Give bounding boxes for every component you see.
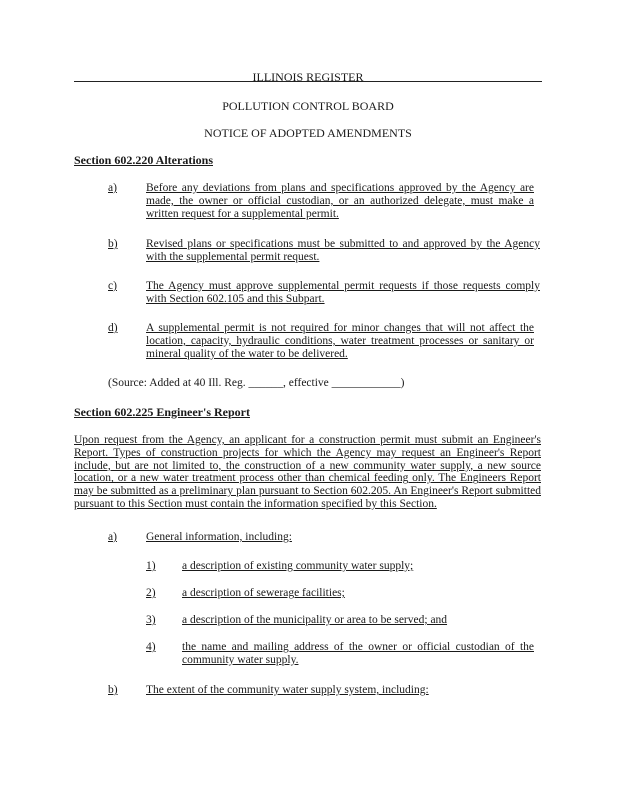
item-225a-label: a): [108, 531, 117, 543]
section-225-intro: Upon request from the Agency, an applicant for a construction permit must submit an Engineer's Report. Types of construction projects for which the Agency may request an Engineer's Report include, but are not limited to, the construction of a new community water supply, a new source location, or a new water treatment process other than chemical feeding only. The Engineers Report may be submitted as a preliminary plan pursuant to Section 602.205. An Engineer's Report submitted pursuant to this Section must contain the information specified by this Section.: [74, 434, 541, 510]
item-d-label: d): [108, 322, 118, 334]
item-c-text: The Agency must approve supplemental permit requests if those requests comply with Section 602.105 and this Subpart.: [146, 280, 540, 305]
notice-title: NOTICE OF ADOPTED AMENDMENTS: [204, 126, 412, 140]
source-note: (Source: Added at 40 Ill. Reg. ______, effective ____________): [108, 377, 405, 389]
subitem-4-label: 4): [146, 641, 156, 653]
item-a-label: a): [108, 182, 117, 194]
header-rule: [74, 81, 542, 82]
item-a-text: Before any deviations from plans and specifications approved by the Agency are made, the owner or official custodian, or an authorized delegate, must make a written request for a supplemental permit.: [146, 182, 534, 220]
subitem-4-text: the name and mailing address of the owner or official custodian of the community water supply.: [182, 641, 534, 666]
item-b-label: b): [108, 238, 118, 250]
section-225-heading: Section 602.225 Engineer's Report: [74, 405, 250, 419]
board-title: POLLUTION CONTROL BOARD: [222, 99, 394, 113]
item-225b-label: b): [108, 684, 118, 696]
subitem-2-label: 2): [146, 587, 156, 599]
item-225a-text: General information, including:: [146, 531, 292, 543]
section-220-heading: Section 602.220 Alterations: [74, 153, 213, 167]
subitem-2-text: a description of sewerage facilities;: [182, 587, 345, 599]
item-d-text: A supplemental permit is not required for minor changes that will not affect the location, capacity, hydraulic conditions, water treatment processes or sanitary or mineral quality of the water to be delivered.: [146, 322, 534, 360]
item-b-text: Revised plans or specifications must be submitted to and approved by the Agency with the supplemental permit request.: [146, 238, 540, 263]
item-c-label: c): [108, 280, 117, 292]
subitem-3-label: 3): [146, 614, 156, 626]
subitem-1-text: a description of existing community water supply;: [182, 560, 414, 572]
item-225b-text: The extent of the community water supply system, including:: [146, 684, 429, 696]
register-title: ILLINOIS REGISTER: [252, 70, 364, 84]
subitem-3-text: a description of the municipality or area to be served; and: [182, 614, 448, 626]
subitem-1-label: 1): [146, 560, 156, 572]
